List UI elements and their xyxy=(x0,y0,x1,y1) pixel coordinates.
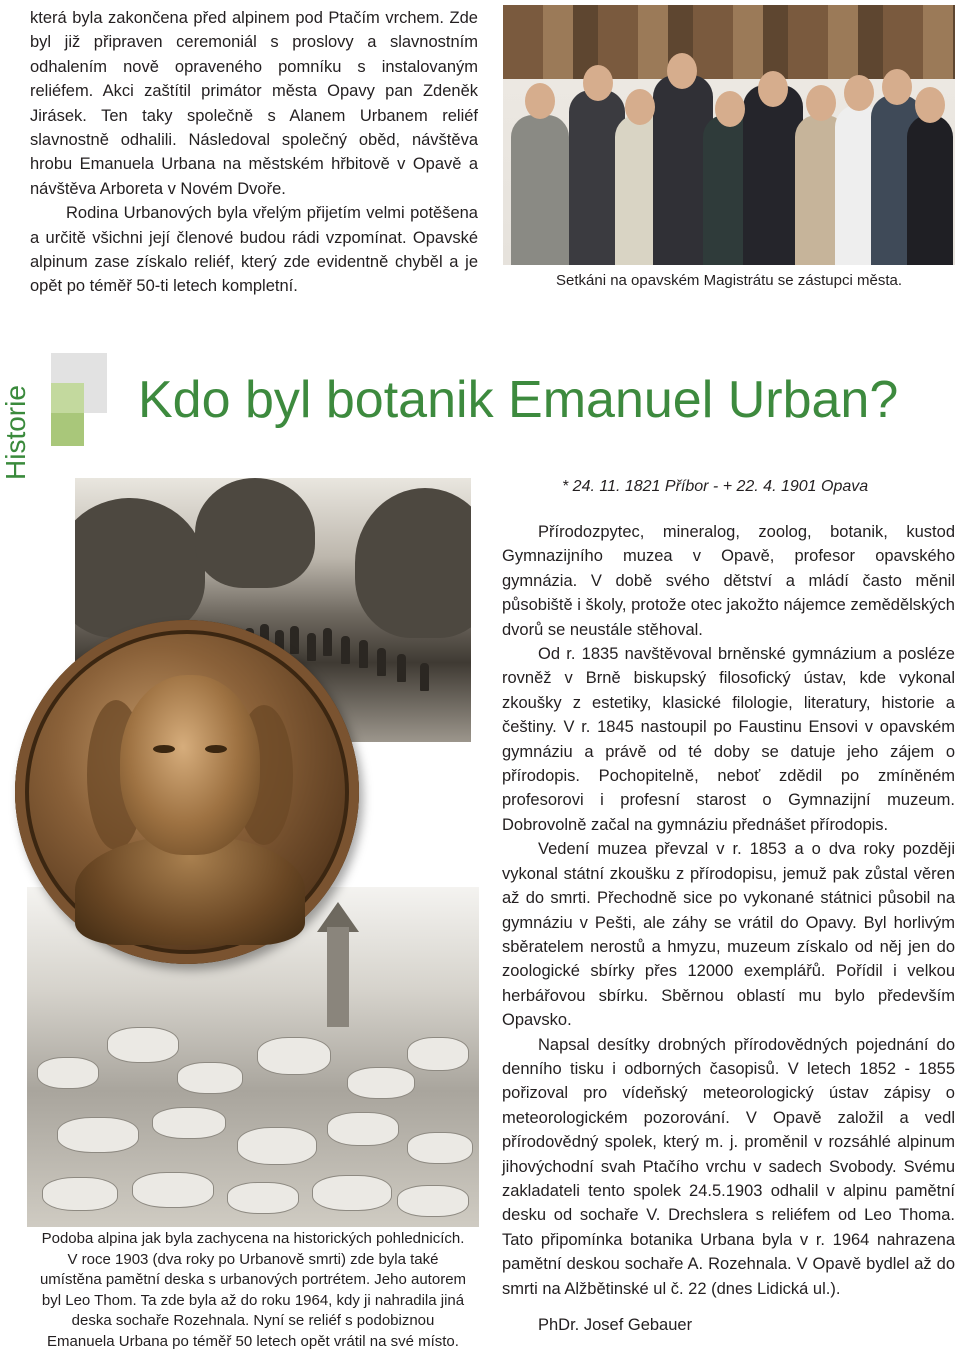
biography-text xyxy=(502,520,955,1337)
medal-face xyxy=(120,675,260,855)
photo-rock xyxy=(397,1185,469,1217)
photo-figure xyxy=(323,628,332,656)
bio-paragraph: Napsal desítky drobných přírodovědných pojednání do denního tisku i odborných časopisů. V letech 1852 - 1855 pořizoval pro vídeňský meteorologický ústav zápisy o meteorologickém pozorování. V Opavě založil a vedl přírodovědný spolek, který m. j. proměnil v rozsáhlé alpinum jihovýchodní svah Ptačího vrchu v sadech Svobody. Svému zakladateli tento spolek 24.5.1903 odhalil v alpinu pamětní desku od sochaře V. Drechslera s reliéfem od Leo Thoma. Tato připomínka botanika Urbana byla v r. 1964 nahrazena pamětní deskou sochaře A. Rozehnala. V Opavě bydlel až do smrti na Alžbětinské ul č. 22 (dnes Lidická ul.). xyxy=(502,1035,955,1298)
photo-rock xyxy=(327,1112,399,1146)
intro-paragraph: Rodina Urbanových byla vřelým přijetím velmi potěšena a určitě všichni její členové budou rádi vzpomínat. Opavské alpinum zase získalo reliéf, který zde evidentně chyběl a je opět po téměř 50-ti letech kompletní. xyxy=(30,204,478,296)
photo-person xyxy=(743,85,803,265)
bio-paragraph: Od r. 1835 navštěvoval brněnské gymnázium a posléze rovněž v Brně biskupský filosofický ústav, kde vykonal zkoušky z estetiky, klasické filologie, literatury, historie a češtiny. V r. 1845 nastoupil po Faustinu Ensovi v opavském gymnáziu a právě od té doby se datuje jeho zájem o přírodopis. Pochopitelně, neboť zdědil po zmíněném profesorovi i profesní starost o Gymnazijní muzeum. Dobrovolně začal na gymnáziu přednášet přírodopis. xyxy=(502,645,955,834)
photo-figure xyxy=(290,626,299,654)
photo-rock xyxy=(177,1062,243,1094)
group-photo xyxy=(503,5,955,265)
photo-rock xyxy=(407,1132,473,1164)
photo-person-head xyxy=(806,85,836,121)
photo-rock xyxy=(227,1182,299,1214)
page-title: Kdo byl botanik Emanuel Urban? xyxy=(138,371,899,429)
photo-tree xyxy=(75,498,205,638)
photo-rock xyxy=(312,1175,392,1211)
photo-mural-backdrop xyxy=(503,5,955,79)
photo-person-head xyxy=(625,89,655,125)
photo-caption: Setkáni na opavském Magistrátu se zástupci města. xyxy=(556,272,902,289)
photo-person-head xyxy=(882,69,912,105)
bio-paragraph: Vedení muzea převzal v r. 1853 a o dva roky později vykonal státní zkoušku z přírodopisu, jemuž pak zůstal věren až do smrti. Přechodně sice po vykonané státnici působil na gymnáziu v Pešti, ale záhy se vrátil do Opavy. Byl horlivým sběratelem nerostů a hmyzu, muzeum získalo od něj jen do zoologické sbírky přes 12000 exemplářů. Pořídil i velkou herbářovou sbírku. Sběrnou oblastí mu bylo především Opavsko. xyxy=(502,840,955,1030)
photo-person-head xyxy=(758,71,788,107)
photo-person xyxy=(511,115,569,265)
intro-text xyxy=(30,6,478,299)
life-dates: * 24. 11. 1821 Příbor - + 22. 4. 1901 Opava xyxy=(562,478,869,495)
photo-rock xyxy=(132,1172,214,1208)
photo-tower xyxy=(327,927,349,1027)
photo-figure xyxy=(359,640,368,668)
decor-square xyxy=(51,413,84,446)
photo-figure xyxy=(341,636,350,664)
alpinum-caption: Podoba alpina jak byla zachycena na historických pohlednicích. V roce 1903 (dva roky po Urbanově smrti) zde byla také umístěna pamětní deska s urbanových portrétem. Jeho autorem byl Leo Thom. Ta zde byla až do roku 1964, kdy ji nahradila jiná deska sochaře Rozehnala. Nyní se reliéf s podobiznou Emanuela Urbana po téměř 50 letech opět vrátil na své místo. xyxy=(39,1230,467,1350)
photo-rock xyxy=(407,1037,469,1071)
photo-person-head xyxy=(915,87,945,123)
photo-person-head xyxy=(715,91,745,127)
section-label: Historie xyxy=(0,385,31,480)
photo-rock xyxy=(37,1057,99,1089)
photo-figure xyxy=(420,663,429,691)
photo-person-head xyxy=(667,53,697,89)
photo-figure xyxy=(307,633,316,661)
photo-rock xyxy=(152,1107,226,1139)
photo-rock xyxy=(257,1037,331,1075)
photo-person-head xyxy=(583,65,613,101)
photo-rock xyxy=(107,1027,179,1063)
photo-person xyxy=(907,115,953,265)
photo-person-head xyxy=(844,75,874,111)
author: PhDr. Josef Gebauer xyxy=(538,1316,693,1334)
medal-eye xyxy=(205,745,227,753)
photo-figure xyxy=(377,648,386,676)
intro-paragraph: která byla zakončena před alpinem pod Ptačím vrchem. Zde byl již připraven ceremoniál s proslovy a slavnostním odhalením nově opraveného pomníku s instalovaným reliéfem. Akci zaštítil primátor města Opavy pan Zdeněk Jirásek. Ten taky společně s Alanem Urbanem reliéf slavnostně odhalili. Následoval společný oběd, návštěva hrobu Emanuela Urbana na městském hřbitově v Opavě a návštěva Arboreta v Novém Dvoře. xyxy=(30,9,478,198)
photo-rock xyxy=(57,1117,139,1153)
photo-rock xyxy=(347,1067,415,1099)
medal-eye xyxy=(153,745,175,753)
photo-rock xyxy=(42,1177,118,1211)
photo-tree xyxy=(355,488,471,638)
bronze-relief-medallion xyxy=(15,620,359,964)
photo-tree xyxy=(195,478,315,588)
photo-person-head xyxy=(525,83,555,119)
bio-paragraph: Přírodozpytec, mineralog, zoolog, botanik, kustod Gymnazijního muzea v Opavě, profesor opavského gymnázia. V době svého dětství a mládí často měnil působiště i školy, protože otec jakožto nájemce zemědělských dvorů se neustále stěhoval. xyxy=(502,523,955,639)
photo-rock xyxy=(237,1127,317,1165)
photo-figure xyxy=(397,654,406,682)
